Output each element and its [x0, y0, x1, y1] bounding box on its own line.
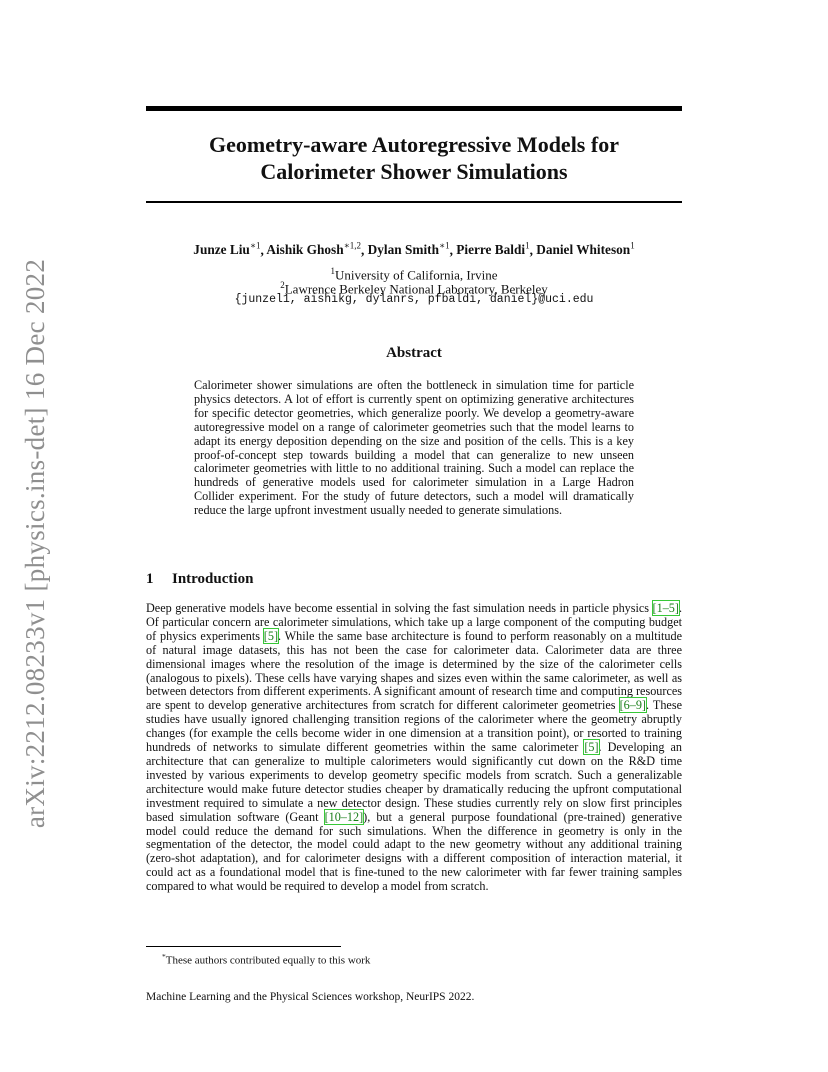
- abstract-body: Calorimeter shower simulations are often the bottleneck in simulation time for particle physics detectors. A lot of effort is currently spent on optimizing generative architectures for specific detector geometries, which generalize poorly. We develop a geometry-aware autoregressive model on a range of calorimeter geometries such that the model learns to adapt its energy deposition depending on the size and position of the cells. This is a key proof-of-concept step towards building a model that can generalize to new unseen calorimeter geometries with little to no additional training. Such a model can replace the hundreds of generative models used for calorimeter simulation in a Large Hadron Collider experiment. For the study of future detectors, such a model will dramatically reduce the large upfront investment usually needed to generate simulations.: [194, 378, 634, 518]
- affiliation-2: $^2$Lawrence Berkeley National Laboratory, Berkeley: [280, 280, 548, 297]
- author-emails: {junzel1, aishikg, dylanrs, pfbaldi, daniel}@uci.edu: [234, 293, 594, 306]
- footnote-rule: [146, 946, 341, 947]
- author: Junze Liu$^{∗1}$: [193, 241, 261, 258]
- introduction-paragraph: Deep generative models have become essential in solving the fast simulation needs in particle physics [1–5]. Of particular concern are calorimeter simulations, which take up a large component of the computing budget of physics experiments [5]. While the same base architecture is found to perform reasonably on a multitude of natural image datasets, this has not been the case for calorimeter data. Calorimeter data are three dimensional images where the resolution of the image is determined by the size of the calorimeter cells (analogous to pixels). These cells have varying shapes and sizes even within the same calorimeter, as well as between detectors from different experiments. A significant amount of research time and computing resources are spent to develop generative architectures from scratch for different calorimeter geometries [6–9]. These studies have usually ignored challenging transition regions of the calorimeter where the geometry abruptly changes (for example the cells become wider in one dimension at a transition point), or resorted to training hundreds of networks to simulate different geometries within the same calorimeter [5]. Developing an architecture that can generalize to multiple calorimeters would significantly cut down on the R&D time invested by various experiments to develop geometry specific models from scratch. Such a generalizable architecture would make future detector studies cheaper by dramatically reducing the upfront computational investment required to simulate a new detector design. These studies currently rely on slow first principles based simulation software (Geant [10–12]), but a general purpose foundational (pre-trained) generative model could reduce the demand for such simulations. When the difference in geometry is only in the segmentation of the detector, the model could adapt to the new geometry without any additional training (zero-shot adaptation), and for calorimeter designs with a different composition of interaction material, it could act as a foundational model that is fine-tuned to the new calorimeter with far fewer training samples compared to what would be required to develop a model from scratch.: [146, 601, 683, 894]
- arxiv-identifier-text: arXiv:2212.08233v1 [physics.ins-det] 16 Dec 2022: [20, 258, 51, 828]
- paper-title-line-1: Geometry-aware Autoregressive Models for: [209, 132, 619, 157]
- paper-title: [146, 131, 682, 185]
- citation-link[interactable]: [10–12]: [324, 809, 364, 824]
- arxiv-identifier-stamp: [16, 258, 56, 828]
- author: Pierre Baldi$^1$: [456, 241, 530, 258]
- title-bottom-rule: [146, 201, 682, 203]
- citation-link[interactable]: [5]: [263, 628, 279, 643]
- footnote: *These authors contributed equally to this work: [162, 952, 371, 967]
- abstract-heading: Abstract: [386, 345, 442, 361]
- citation-link[interactable]: [1–5]: [652, 601, 679, 615]
- venue-footer: Machine Learning and the Physical Sciences workshop, NeurIPS 2022.: [146, 991, 475, 1003]
- section-number: 1: [146, 571, 154, 587]
- paper-title-line-2: Calorimeter Shower Simulations: [260, 159, 568, 184]
- section-heading-introduction: [146, 571, 253, 588]
- citation-link[interactable]: [5]: [584, 740, 599, 755]
- title-top-rule: [146, 106, 682, 111]
- author: Daniel Whiteson$^1$: [536, 241, 635, 258]
- author: Dylan Smith$^{∗1}$: [367, 241, 450, 258]
- section-title: Introduction: [172, 571, 254, 587]
- citation-link[interactable]: [6–9]: [619, 698, 646, 713]
- affiliation-1: $^1$University of California, Irvine: [330, 266, 498, 283]
- author: Aishik Ghosh$^{∗1,2}$: [266, 241, 361, 258]
- author-list: Junze Liu$^{∗1}$, Aishik Ghosh$^{∗1,2}$, Dylan Smith$^{∗1}$, Pierre Baldi$^1$, Daniel Whiteson$^1$: [193, 241, 635, 258]
